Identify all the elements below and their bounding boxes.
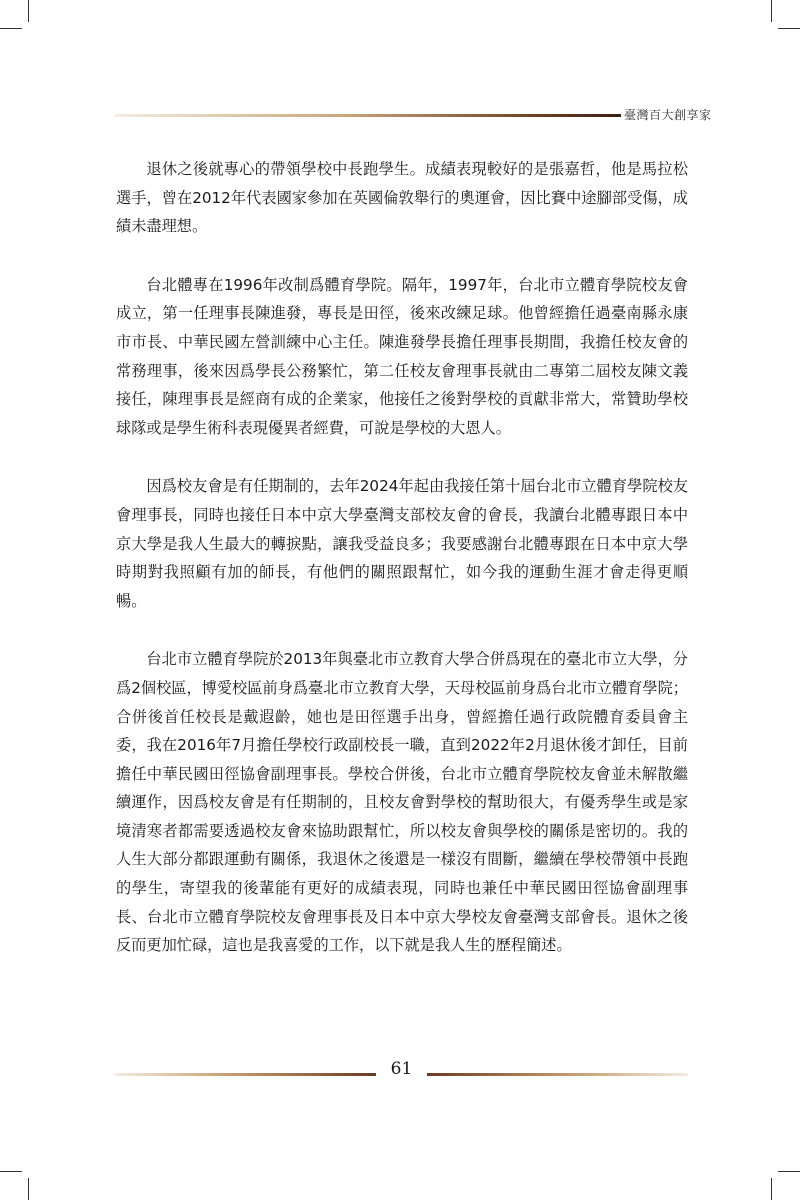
paragraph-2: 台北體專在1996年改制爲體育學院。隔年，1997年，台北市立體育學院校友會成立，第一任理事長陳進發，專長是田徑，後來改練足球。他曾經擔任過臺南縣永康市市長、中華民國左營訓練中心主任。陳進發學長擔任理事長期間，我擔任校友會的常務理事，後來因爲學長公務繁忙，第二任校友會理事長就由二專第二屆校友陳文義接任，陳理事長是經商有成的企業家，他接任之後對學校的貢獻非常大，常贊助學校球隊或是學生術科表現優異者經費，可說是學校的大恩人。 [116,275,688,437]
running-header-title: 臺灣百大創享家 [624,108,712,122]
crop-mark-top-left-h [0,28,22,29]
crop-mark-top-right [771,0,772,22]
crop-mark-bottom-left-h [0,1171,22,1172]
page-body [116,155,688,990]
page-number: 61 [390,1059,413,1079]
paragraph-1: 退休之後就專心的帶領學校中長跑學生。成績表現較好的是張嘉哲，他是馬拉松選手，曾在2012年代表國家參加在英國倫敦舉行的奧運會，因比賽中途腳部受傷，成績未盡理想。 [116,160,688,236]
paragraph-3: 因爲校友會是有任期制的，去年2024年起由我接任第十屆台北市立體育學院校友會理事長，同時也接任日本中京大學臺灣支部校友會的會長，我讀台北體專跟日本中京大學是我人生最大的轉捩點，讓我受益良多；我要感謝台北體專跟在日本中京大學時期對我照顧有加的師長，有他們的關照跟幫忙，如今我的運動生涯才會走得更順暢。 [116,477,688,610]
header-rule [115,114,621,117]
crop-mark-top-left [28,0,29,22]
crop-mark-bottom-left [28,1178,29,1200]
paragraph-4: 台北市立體育學院於2013年與臺北市立教育大學合併爲現在的臺北市立大學，分爲2個校區，博愛校區前身爲臺北市立教育大學，天母校區前身爲台北市立體育學院；合併後首任校長是戴遐齡，她也是田徑選手出身，曾經擔任過行政院體育委員會主委，我在2016年7月擔任學校行政副校長一職，直到2022年2月退休後才卸任，目前擔任中華民國田徑協會副理事長。學校合併後，台北市立體育學院校友會並未解散繼續運作，因爲校友會是有任期制的，且校友會對學校的幫助很大，有優秀學生或是家境清寒者都需要透過校友會來協助跟幫忙，所以校友會與學校的關係是密切的。我的人生大部分都跟運動有關係，我退休之後還是一樣沒有間斷，繼續在學校帶領中長跑的學生，寄望我的後輩能有更好的成績表現，同時也兼任中華民國田徑協會副理事長、台北市立體育學院校友會理事長及日本中京大學校友會臺灣支部會長。退休之後反而更加忙碌，這也是我喜愛的工作，以下就是我人生的歷程簡述。 [116,650,688,955]
footer-rule-right [427,1073,688,1076]
crop-mark-bottom-right-h [778,1171,800,1172]
crop-mark-top-right-h [778,28,800,29]
crop-mark-bottom-right [771,1178,772,1200]
footer-rule-left [115,1073,376,1076]
